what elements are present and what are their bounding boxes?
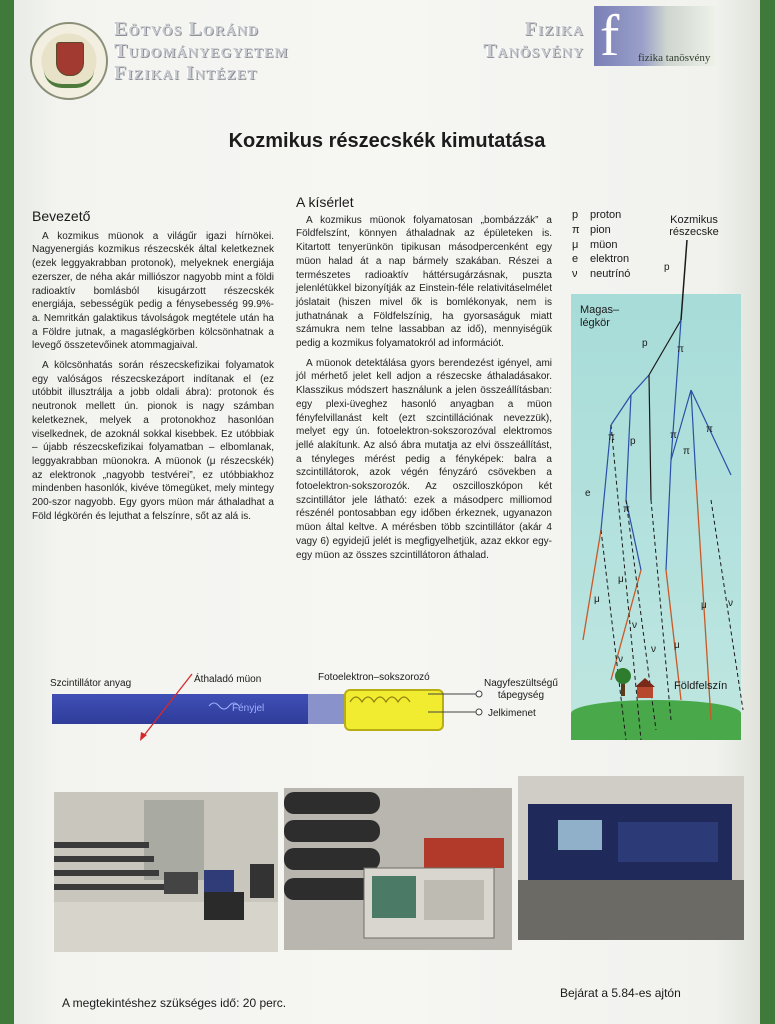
legend-item: e elektron: [572, 253, 630, 266]
muon-label: Áthaladó müon: [194, 674, 262, 685]
high-voltage-label: Nagyfeszültségű tápegység: [484, 678, 558, 701]
shower-label: π: [706, 424, 713, 435]
poster: [14, 0, 760, 1024]
experiment-section: [296, 196, 552, 562]
pmt-label: Fotoelektron–sokszorozó: [318, 672, 430, 683]
university-line: Eötvös Loránd: [114, 18, 260, 40]
shower-label: π: [623, 504, 630, 515]
logo-letter: f: [600, 3, 620, 68]
shower-label: π: [670, 430, 677, 441]
university-name: [114, 18, 289, 84]
shower-label: p: [630, 436, 636, 447]
shower-label: ν: [632, 620, 637, 631]
legend-item: μ müon: [572, 238, 618, 251]
experiment-paragraph: A kozmikus müonok folyamatosan „bombázzák” a Földfelszínt, könnyen áthaladnak az épületeken is. Kitartott tenyerünkön tipikusan másodpercenként egy müon halad át a nap bármely szakában. Részei a természetes radioaktív háttérsugárzásnak, puszta jelenlétükkel bizonyítják az Einstein-féle relativitáselmélet jóslatait (hiszen mivel ők is bomlékonyak, nem is juthatnának a Földfelszínig, ha gyorsaságuk miatt számukra nem telne lassabban az idő), mennyiségük pedig a kozmikus folyamatokról ad információt.: [296, 214, 552, 350]
shower-label: e: [585, 488, 591, 499]
upper-atmosphere-label: Magas– légkör: [580, 304, 620, 329]
detector-lines: [44, 668, 494, 748]
viewing-time: A megtekintéshez szükséges idő: 20 perc.: [62, 996, 287, 1010]
intro-heading: Bevezető: [32, 208, 91, 224]
legend-item: ν neutrínó: [572, 268, 631, 281]
university-line: Tudományegyetem: [114, 40, 289, 62]
fizika-line: Tanösvény: [483, 40, 584, 62]
daq-unit-photo: [518, 776, 744, 940]
fizika-line: Fizika: [524, 18, 584, 40]
shower-label: p: [642, 338, 648, 349]
shower-label: π: [608, 432, 615, 443]
shower-label: μ: [618, 574, 624, 585]
experiment-paragraph: A müonok detektálása gyors berendezést igényel, ami jól mérhető jelet kell adjon a részecske áthaladásakor. Klasszikus módszert használunk a jelen összeállításban: egy plexi-üveghez hasonló anyagban a müon fényfelvillanást kelt (ezt szcintillációnak nevezzük), melyet egy ún. fotoelektron-sokszorozóval elektromos jellé alakítunk. Az alsó ábra mutatja az elvi összeállítást, a tényleges mérést pedig a fényképek: balra a szcintillátorok, azok végén fényzáró csövekben a fotoelektron-sokszorozók. Az oszcilloszkópon két szcintillátor jele látható: ezek a másodperc milliomod részénél pontosabban egy időben érkeznek, ugyanazon müon által keltve. A mérésben több szcintillátor (akár 4 vagy 6) egyidejű jelét is megfigyelhetjük, azaz ekkor egy-egy müon az összes szcintillátoron áthalad.: [296, 357, 552, 561]
shower-label: ν: [651, 644, 656, 655]
intro-paragraph: A kölcsönhatás során részecskefizikai folyamatok egy valóságos részecskezáport indítanak el (ez utóbbit illusztrálja a jobb oldali ábra): protonok és neutronok mellett ún. pionok is nagy számban keletkeznek, melyek a protonokhoz hasonlóan viselkednek, de azoknál sokkal kisebbek. Ez utóbbiak – újabb részecskefizikai folyamatban – elbomlanak, leggyakrabban müonokra. A müonok (μ részecskék) az elektronok „nagyobb testvérei”, ez utóbbiakhoz mindenben hasonlók, kivéve tömegüket, mely mintegy 200-szor nagyobb. Egy gyors müon már áthaladhat a Föld légkörén és lejuthat a felszínre, sőt az alá is.: [32, 360, 274, 522]
legend-item: π pion: [572, 223, 611, 236]
ground-label: Földfelszín: [674, 680, 728, 692]
intro-section: [32, 210, 274, 523]
signal-output-label: Jelkimenet: [488, 708, 536, 719]
logo-text: fizika tanösvény: [638, 52, 711, 64]
experiment-heading: A kísérlet: [296, 194, 354, 210]
intro-paragraph: A kozmikus müonok a világűr igazi hírnökei. Nagyenergiás kozmikus részecskék által keletkeznek (ezek leggyakrabban protonok), melyeknek energiája ezerszer, de néha akár milliószor nagyobb mint a földi radioaktív bomlásból kisugárzott részecskék energiája, sebességük pedig a fénysebesség 99.9%-a. Nemritkán galaktikus távolságok megtétele után ha a Földre jutnak, a magaslégkörben kölcsönhatnak a levegő összetevőinek atommagjaival.: [32, 230, 274, 352]
university-line: Fizikai Intézet: [114, 62, 258, 84]
fizika-tanosveny-logo: [594, 3, 716, 68]
shower-label: μ: [701, 600, 707, 611]
scintillator-label: Szcintillátor anyag: [50, 678, 132, 689]
shower-label: μ: [594, 594, 600, 605]
shower-label: ν: [728, 598, 733, 609]
lab-photo: [54, 792, 278, 952]
light-signal-label: Fényjel: [232, 703, 265, 714]
poster-title: Kozmikus részecskék kimutatása: [228, 130, 546, 152]
shower-label: π: [677, 344, 684, 355]
fizika-tanosveny-title: [444, 18, 584, 62]
shower-label: μ: [674, 640, 680, 651]
oscilloscope-photo: [284, 788, 512, 950]
legend-item: p proton: [572, 209, 622, 221]
shower-label: π: [683, 446, 690, 457]
entrance-info: Bejárat a 5.84-es ajtón: [560, 986, 681, 1000]
cosmic-particle-label: Kozmikus részecske: [669, 214, 719, 238]
shower-label: ν: [618, 654, 623, 665]
shower-label: p: [664, 262, 670, 273]
university-seal-icon: [30, 22, 108, 100]
